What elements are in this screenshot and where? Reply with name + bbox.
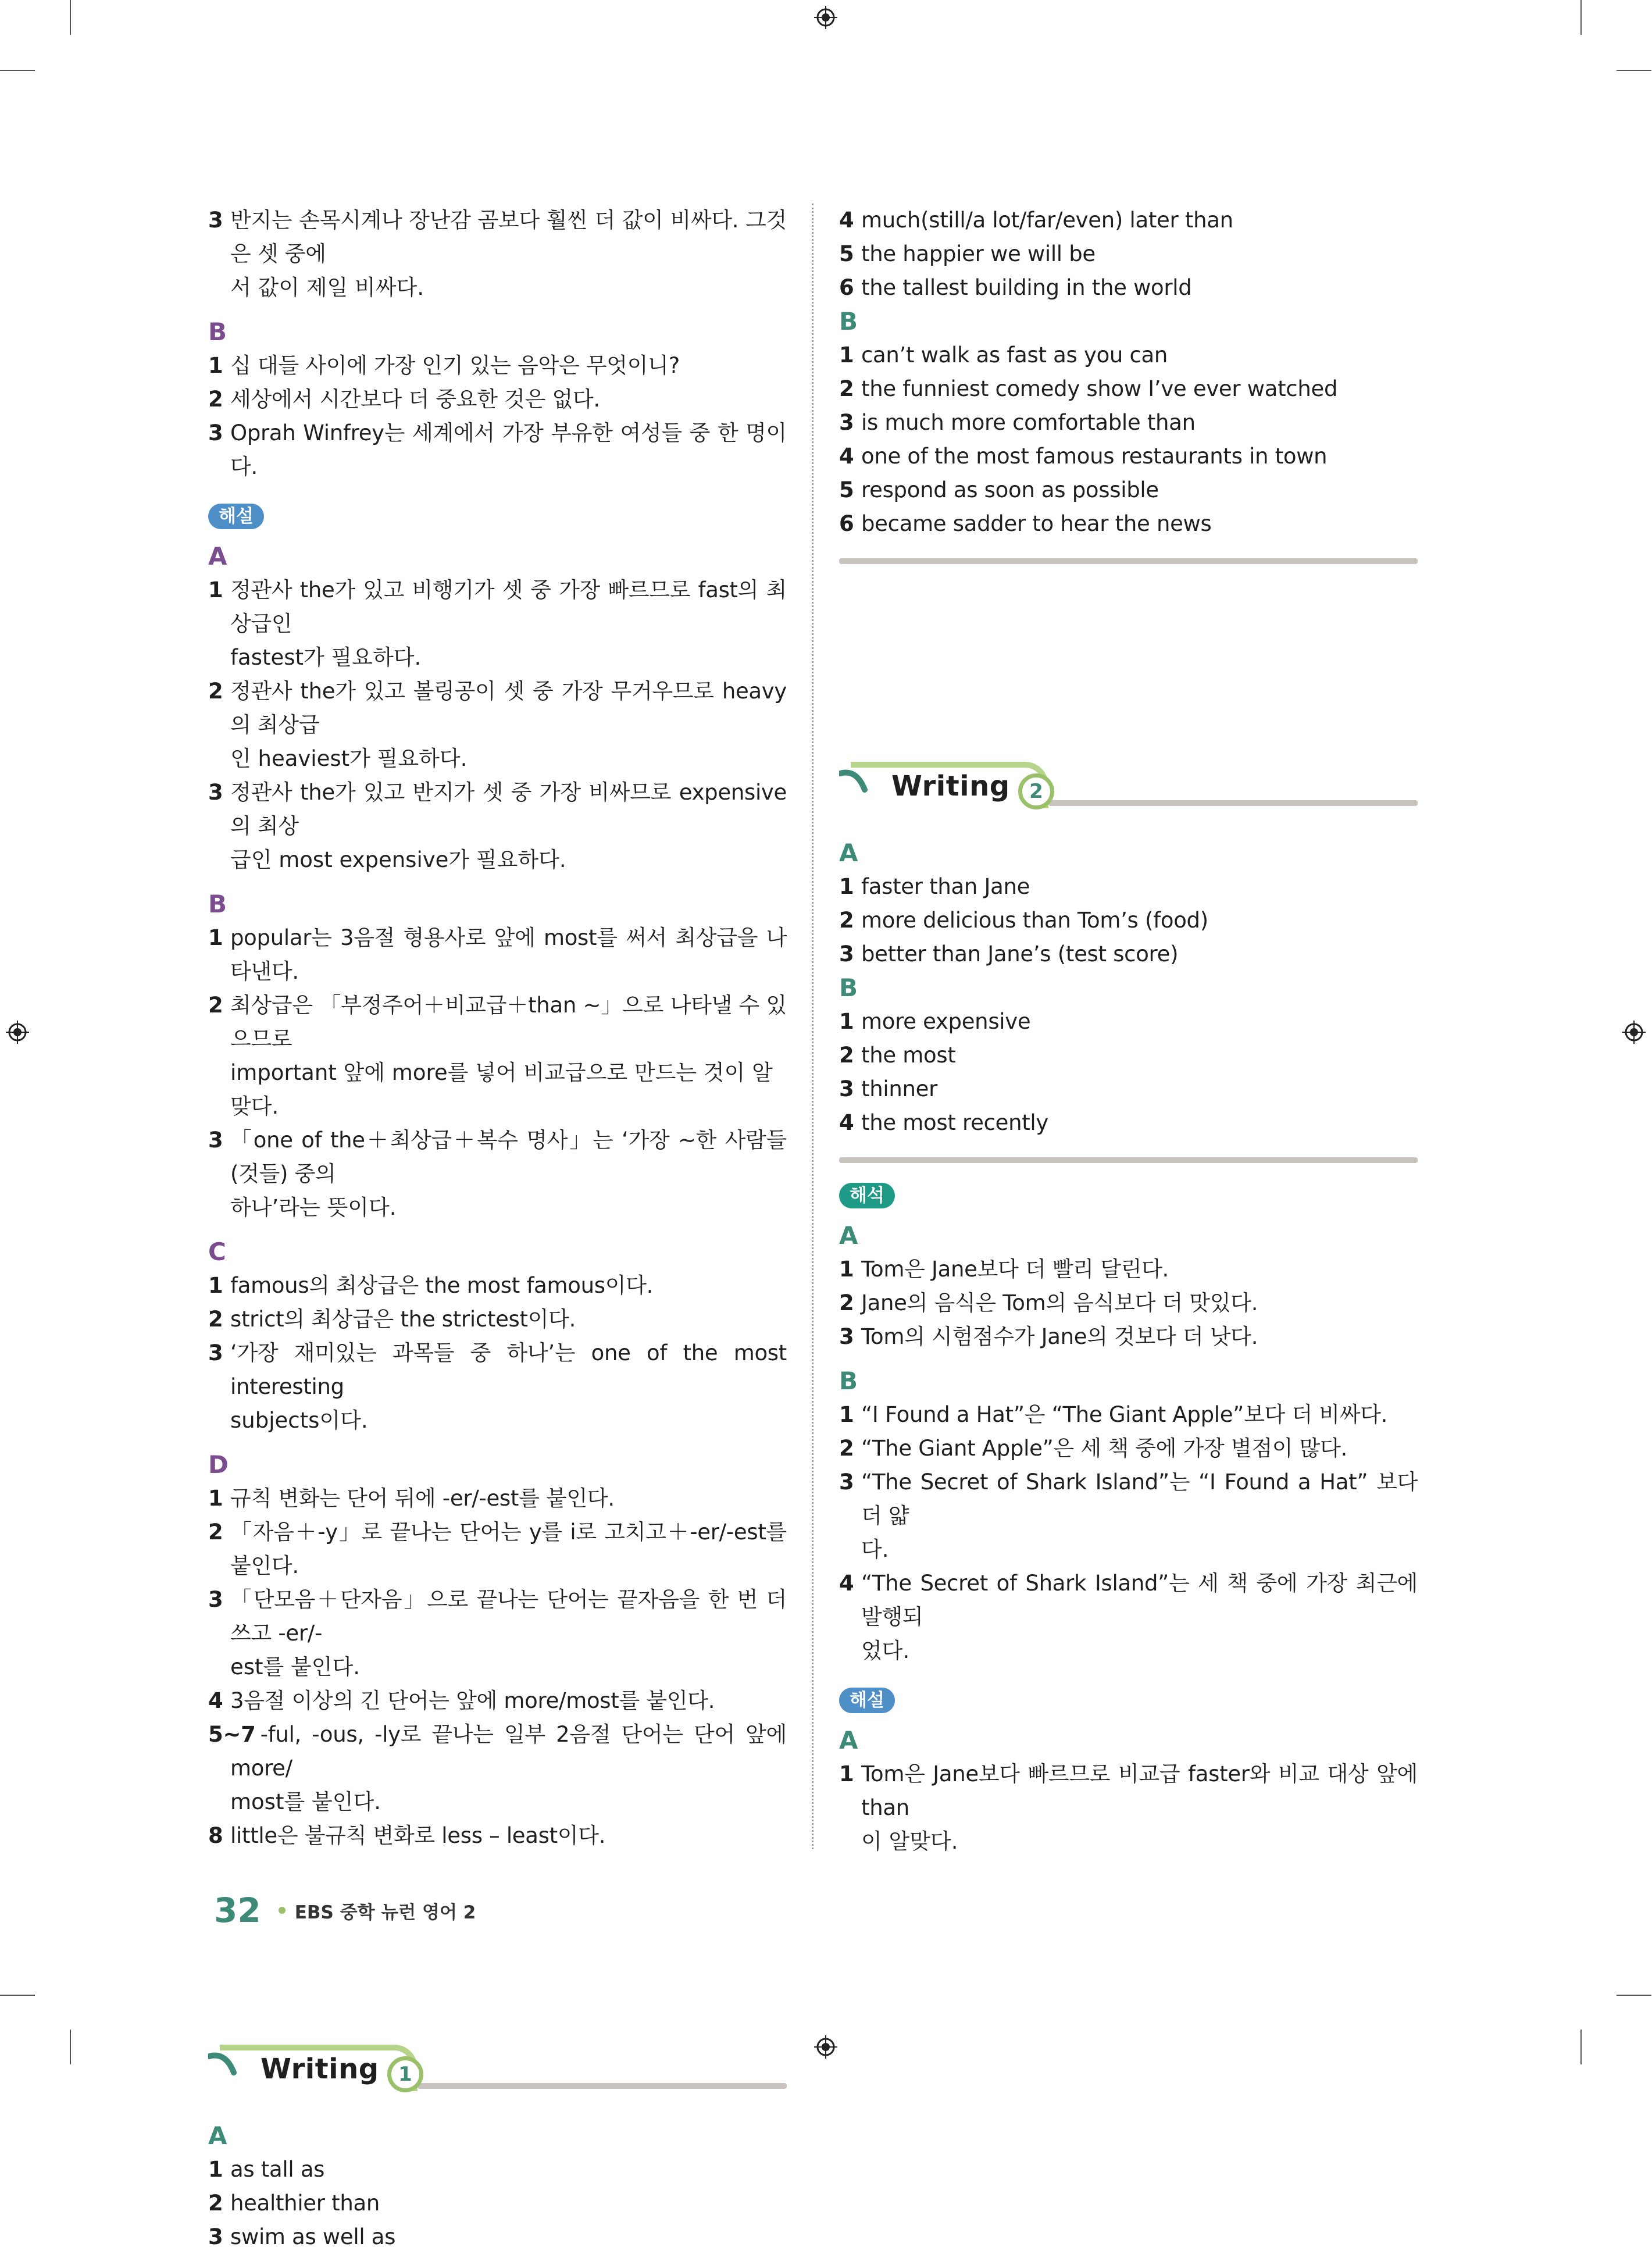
list-item: 4 the most recently xyxy=(839,1110,1049,1135)
list-item: 3 「단모음＋단자음」으로 끝나는 단어는 끝자음을 한 번 더 쓰고 -er/- xyxy=(208,1587,787,1646)
section-label: B xyxy=(839,973,858,1002)
list-item: 3 정관사 the가 있고 반지가 셋 중 가장 비싸므로 expensive의 최상 xyxy=(208,780,787,839)
list-item: 3 swim as well as xyxy=(208,2224,396,2249)
list-item-continuation: subjects이다. xyxy=(230,1408,368,1433)
header-rule xyxy=(418,2083,787,2089)
section-label: B xyxy=(208,318,227,346)
list-item: 2 정관사 the가 있고 볼링공이 셋 중 가장 무거우므로 heavy의 최상급 xyxy=(208,679,787,737)
list-item: 4 one of the most famous restaurants in town xyxy=(839,444,1328,469)
list-item: 1 famous의 최상급은 the most famous이다. xyxy=(208,1273,654,1298)
list-item-continuation: 다. xyxy=(861,1537,889,1562)
registration-mark-icon xyxy=(814,6,837,29)
section-rule xyxy=(839,1157,1418,1163)
writing-section-header xyxy=(208,2045,787,2109)
list-item: 3 「one of the＋최상급＋복수 명사」는 ‘가장 ~한 사람들(것들) 중의 xyxy=(208,1128,787,1186)
writing-number-badge: 1 xyxy=(387,2056,423,2092)
list-item-continuation: 이 알맞다. xyxy=(861,1829,958,1854)
list-item: 5~7 -ful, -ous, -ly로 끝나는 일부 2음절 단어는 단어 앞에 more/ xyxy=(208,1722,787,1781)
bullet-dot-icon xyxy=(279,1907,286,1914)
list-item: 5 the happier we will be xyxy=(839,241,1096,266)
crop-mark xyxy=(70,0,71,35)
list-item: 1 십 대들 사이에 가장 인기 있는 음악은 무엇이니? xyxy=(208,353,680,378)
section-label: A xyxy=(208,542,227,570)
list-item: 5 respond as soon as possible xyxy=(839,477,1159,502)
list-item: 1 popular는 3음절 형용사로 앞에 most를 써서 최상급을 나타낸다. xyxy=(208,925,787,984)
crop-mark xyxy=(70,2030,71,2064)
list-item-continuation: 하나’라는 뜻이다. xyxy=(230,1195,397,1220)
list-item: 2 healthier than xyxy=(208,2191,380,2216)
list-item: 3 ‘가장 재미있는 과목들 중 하나’는 one of the most interesting xyxy=(208,1340,787,1399)
list-item: 3 Oprah Winfrey는 세계에서 가장 부유한 여성들 중 한 명이다. xyxy=(208,420,787,479)
translation-badge: 해석 xyxy=(839,1183,895,1208)
right-column xyxy=(839,204,1418,1859)
crop-mark xyxy=(1580,2030,1582,2064)
list-item: 3 is much more comfortable than xyxy=(839,410,1196,435)
explanation-badge: 해설 xyxy=(839,1688,895,1713)
left-column xyxy=(208,204,787,2254)
crop-mark xyxy=(0,70,35,71)
section-label: A xyxy=(839,839,858,867)
section-rule xyxy=(839,558,1418,564)
section-label: B xyxy=(839,307,858,336)
section-label: B xyxy=(208,890,227,918)
section-label: A xyxy=(839,1221,858,1250)
crop-mark xyxy=(0,1995,35,1996)
section-label: C xyxy=(208,1237,226,1266)
list-item: 6 became sadder to hear the news xyxy=(839,511,1212,536)
list-item-continuation: 급인 most expensive가 필요하다. xyxy=(230,847,566,872)
list-item: 1 faster than Jane xyxy=(839,874,1030,899)
section-label: A xyxy=(208,2121,227,2150)
list-item-continuation: 인 heaviest가 필요하다. xyxy=(230,746,468,771)
writing-title: Writing xyxy=(891,770,1010,803)
section-label: A xyxy=(839,1726,858,1754)
list-item: 4 “The Secret of Shark Island”는 세 책 중에 가장 최근에 발행되 xyxy=(839,1571,1418,1629)
registration-mark-icon xyxy=(814,2035,837,2059)
writing-section-header xyxy=(839,762,1418,826)
writing-title: Writing xyxy=(261,2053,379,2085)
crop-mark xyxy=(1617,1995,1651,1996)
page-number: 32 xyxy=(214,1891,261,1930)
section-label: B xyxy=(839,1367,858,1395)
list-item: 2 strict의 최상급은 the strictest이다. xyxy=(208,1307,576,1332)
crop-mark xyxy=(1580,0,1582,35)
list-item: 1 Tom은 Jane보다 더 빨리 달린다. xyxy=(839,1257,1169,1282)
list-item-continuation: 었다. xyxy=(861,1638,910,1663)
registration-mark-icon xyxy=(6,1021,29,1044)
list-item-continuation: fastest가 필요하다. xyxy=(230,645,422,670)
list-item: 4 3음절 이상의 긴 단어는 앞에 more/most를 붙인다. xyxy=(208,1688,715,1713)
list-item: 2 최상급은 「부정주어＋비교급＋than ~」으로 나타낼 수 있으므로 xyxy=(208,993,787,1051)
list-item: 1 정관사 the가 있고 비행기가 셋 중 가장 빠르므로 fast의 최상급인 xyxy=(208,577,787,636)
list-item-continuation: est를 붙인다. xyxy=(230,1654,361,1679)
list-item: 3 반지는 손목시계나 장난감 곰보다 훨씬 더 값이 비싸다. 그것은 셋 중에 xyxy=(208,208,787,266)
list-item: 1 Tom은 Jane보다 빠르므로 비교급 faster와 비교 대상 앞에 than xyxy=(839,1761,1418,1820)
list-item: 8 little은 불규칙 변화로 less – least이다. xyxy=(208,1823,606,1848)
list-item: 2 the most xyxy=(839,1043,956,1068)
crop-mark xyxy=(1617,70,1651,71)
list-item: 2 “The Giant Apple”은 세 책 중에 가장 별점이 많다. xyxy=(839,1436,1348,1461)
list-item-continuation: most를 붙인다. xyxy=(230,1789,381,1814)
list-item: 3 “The Secret of Shark Island”는 “I Found a Hat” 보다 더 얇 xyxy=(839,1470,1418,1528)
list-item: 6 the tallest building in the world xyxy=(839,275,1192,300)
list-item: 2 「자음＋-y」로 끝나는 단어는 y를 i로 고치고＋-er/-est를 붙인다. xyxy=(208,1520,787,1578)
list-item: 2 the funniest comedy show I’ve ever watched xyxy=(839,376,1338,401)
list-item: 1 can’t walk as fast as you can xyxy=(839,343,1168,368)
list-item: 2 Jane의 음식은 Tom의 음식보다 더 맛있다. xyxy=(839,1290,1258,1315)
list-item: 1 more expensive xyxy=(839,1009,1031,1034)
writing-number-badge: 2 xyxy=(1018,773,1054,809)
explanation-badge: 해설 xyxy=(208,504,264,529)
header-rule xyxy=(1048,800,1418,806)
list-item: 1 “I Found a Hat”은 “The Giant Apple”보다 더 비싸다. xyxy=(839,1402,1388,1427)
list-item: 3 thinner xyxy=(839,1076,938,1101)
section-label: D xyxy=(208,1450,229,1479)
list-item: 1 규칙 변화는 단어 뒤에 -er/-est를 붙인다. xyxy=(208,1486,615,1511)
list-item: 3 better than Jane’s (test score) xyxy=(839,941,1179,966)
list-item: 2 세상에서 시간보다 더 중요한 것은 없다. xyxy=(208,387,600,412)
column-divider xyxy=(812,204,813,1849)
list-item: 2 more delicious than Tom’s (food) xyxy=(839,908,1208,933)
list-item-continuation: important 앞에 more를 넣어 비교급으로 만드는 것이 알맞다. xyxy=(230,1060,773,1119)
book-title: EBS 중학 뉴런 영어 2 xyxy=(294,1902,476,1923)
page-footer xyxy=(214,1887,476,1934)
list-item: 3 Tom의 시험점수가 Jane의 것보다 더 낫다. xyxy=(839,1324,1258,1349)
registration-mark-icon xyxy=(1622,1021,1646,1044)
list-item-continuation: 서 값이 제일 비싸다. xyxy=(230,275,424,300)
list-item: 4 much(still/a lot/far/even) later than xyxy=(839,208,1233,233)
list-item: 1 as tall as xyxy=(208,2157,325,2182)
